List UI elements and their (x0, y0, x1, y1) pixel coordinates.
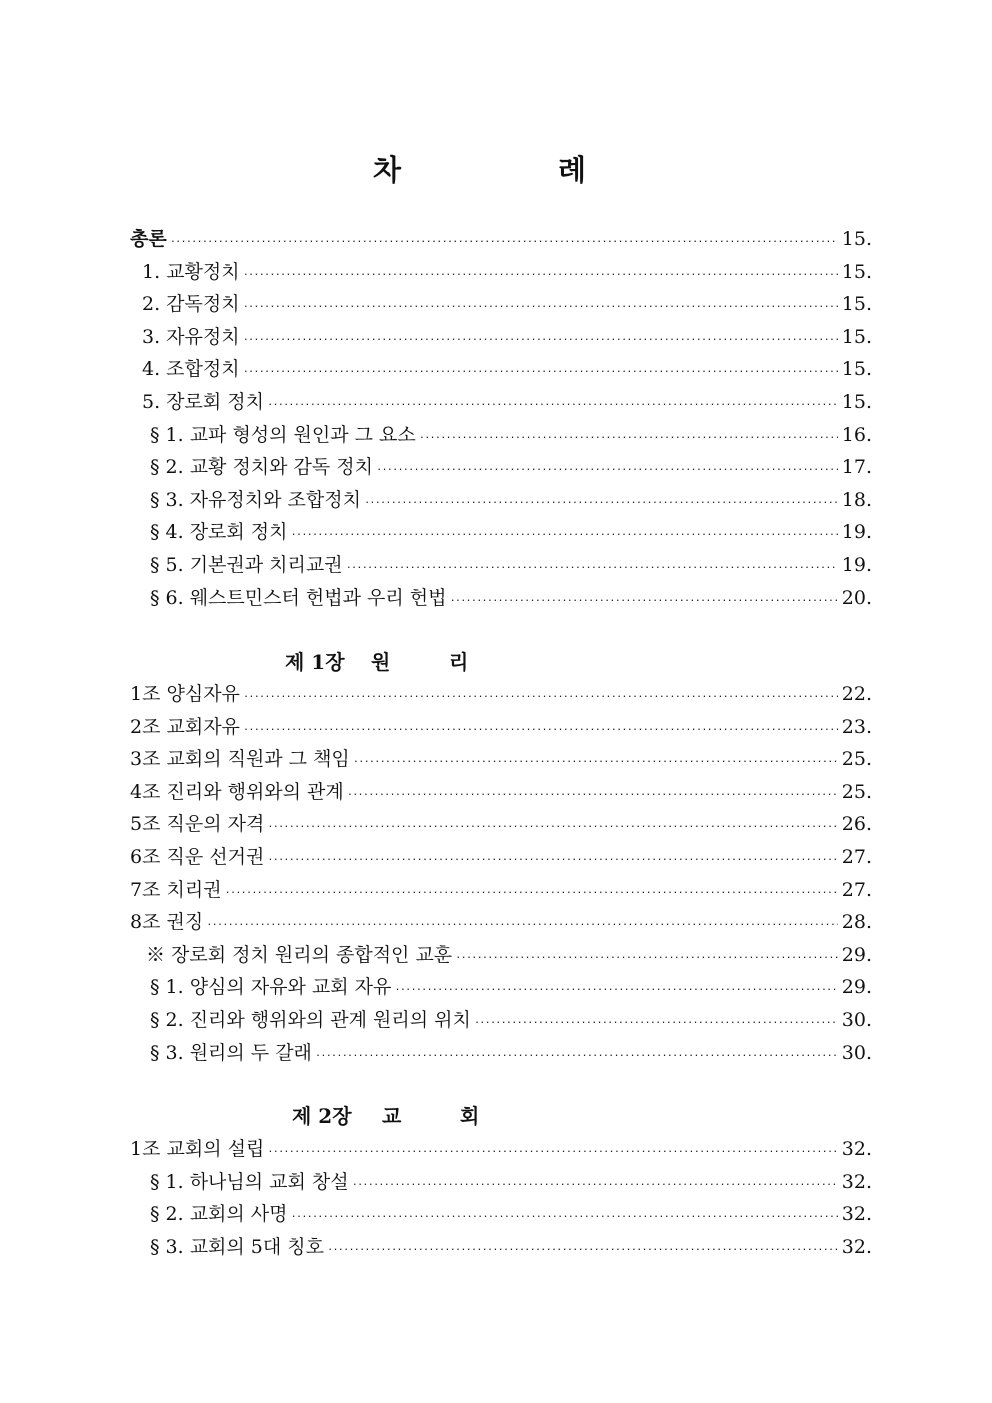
dot-leader (268, 388, 838, 421)
toc-entry-label: 1. 교황정치 (142, 260, 240, 283)
chapter-1-word-2: 리 (449, 650, 469, 674)
toc-title-left: 차 (373, 153, 402, 187)
toc-entry (130, 386, 872, 419)
toc-entry-label: 5. 장로회 정치 (142, 390, 264, 413)
dot-leader (244, 258, 838, 291)
chapter-1-heading (285, 647, 485, 677)
dot-leader (377, 453, 838, 486)
toc-entry-page-number: 29. (841, 976, 872, 999)
toc-entry-label: § 4. 장로회 정치 (150, 521, 288, 544)
chapter-2-word-2: 회 (460, 1104, 480, 1128)
toc-entry-page-number: 15. (841, 325, 872, 348)
toc-entry-page-number: 29. (841, 943, 872, 966)
toc-title-right: 례 (558, 153, 587, 187)
toc-entry-label: § 1. 양심의 자유와 교회 자유 (150, 976, 392, 999)
dot-leader (244, 290, 838, 323)
toc-entry-page-number: 16. (841, 423, 872, 446)
toc-entry (130, 971, 872, 1004)
dot-leader (347, 551, 838, 584)
toc-entry-label: 6조 직운 선거권 (130, 845, 265, 868)
toc-entry (130, 1198, 872, 1231)
toc-entry (130, 288, 872, 321)
toc-entry (130, 223, 872, 256)
dot-leader (450, 584, 837, 617)
toc-entry-label: § 5. 기본권과 치리교권 (150, 553, 343, 576)
toc-entry (130, 419, 872, 452)
dot-leader (226, 876, 838, 909)
toc-entry-page-number: 15. (841, 293, 872, 316)
toc-entry-label: § 2. 진리와 행위와의 관계 원리의 위치 (150, 1008, 471, 1031)
toc-entry-label: 1조 양심자유 (130, 683, 240, 705)
dot-leader (456, 941, 838, 974)
dot-leader (365, 486, 838, 519)
toc-entry-label: § 2. 교회의 사명 (150, 1203, 288, 1226)
toc-entry-page-number: 15. (841, 358, 872, 381)
toc-entry-page-number: 32. (841, 1235, 872, 1258)
toc-entry-page-number: 32. (841, 1138, 872, 1160)
toc-entry-label: § 3. 원리의 두 갈래 (150, 1041, 312, 1064)
toc-entry (130, 711, 872, 744)
dot-leader (292, 518, 838, 551)
toc-entry-label: § 1. 교파 형성의 원인과 그 요소 (150, 423, 416, 446)
toc-entry-label: § 3. 교회의 5대 칭호 (150, 1235, 324, 1258)
toc-entry (130, 1133, 872, 1166)
dot-leader (420, 421, 838, 454)
toc-entry-label: ※ 장로회 정치 원리의 종합적인 교훈 (146, 943, 453, 966)
toc-entry-page-number: 15. (841, 228, 872, 250)
toc-entry-page-number: 15. (841, 390, 872, 413)
toc-entry (130, 808, 872, 841)
dot-leader (348, 778, 838, 811)
toc-entry-page-number: 20. (841, 586, 872, 609)
toc-entry-page-number: 25. (841, 780, 872, 803)
toc-entry-label: § 6. 웨스트민스터 헌법과 우리 헌법 (150, 586, 447, 609)
toc-entry (130, 776, 872, 809)
chapter-1-word-1: 원 (371, 650, 391, 674)
toc-entry-label: 3. 자유정치 (142, 325, 240, 348)
toc-entry (130, 743, 872, 776)
toc-entry-label: § 1. 하나님의 교회 창설 (150, 1170, 349, 1193)
dot-leader (316, 1039, 838, 1072)
toc-entry-page-number: 26. (841, 813, 872, 836)
toc-entry-page-number: 30. (841, 1008, 872, 1031)
toc-entry (130, 321, 872, 354)
chapter-2-heading (292, 1101, 492, 1131)
toc-entry-label: 3조 교회의 직원과 그 책임 (130, 748, 350, 771)
dot-leader (171, 225, 838, 258)
toc-entry-label: 2조 교회자유 (130, 715, 240, 738)
dot-leader (268, 1135, 837, 1168)
toc-entry-label: § 2. 교황 정치와 감독 정치 (150, 456, 374, 479)
toc-entry (130, 841, 872, 874)
toc-entry (130, 1166, 872, 1199)
dot-leader (244, 680, 838, 713)
toc-entry (130, 516, 872, 549)
toc-entry-page-number: 27. (841, 878, 872, 901)
toc-entry (130, 451, 872, 484)
dot-leader (244, 713, 838, 746)
toc-entry-label: 7조 치리권 (130, 878, 222, 901)
toc-entry-label: 5조 직운의 자격 (130, 813, 265, 836)
dot-leader (395, 973, 837, 1006)
toc-title (0, 148, 992, 192)
toc-entry-label: 4. 조합정치 (142, 358, 240, 381)
toc-entry-label: § 3. 자유정치와 조합정치 (150, 488, 361, 511)
toc-entry-label: 총론 (130, 228, 167, 250)
dot-leader (244, 323, 838, 356)
toc-entry (130, 484, 872, 517)
toc-entry (130, 1037, 872, 1070)
toc-entry-page-number: 28. (841, 911, 872, 934)
toc-entry (130, 353, 872, 386)
chapter-1-number: 제 1장 (285, 650, 345, 674)
toc-general-section (130, 223, 872, 614)
chapter-2-word-1: 교 (382, 1104, 402, 1128)
toc-entry-label: 1조 교회의 설립 (130, 1138, 265, 1160)
toc-entry-label: 8조 권징 (130, 911, 204, 934)
dot-leader (292, 1200, 838, 1233)
toc-entry-page-number: 32. (841, 1203, 872, 1226)
dot-leader (207, 908, 838, 941)
toc-entry-label: 2. 감독정치 (142, 293, 240, 316)
dot-leader (328, 1233, 838, 1266)
toc-entry-page-number: 32. (841, 1170, 872, 1193)
toc-entry (130, 906, 872, 939)
dot-leader (244, 355, 838, 388)
toc-entry (130, 874, 872, 907)
toc-entry-page-number: 23. (841, 715, 872, 738)
toc-entry (130, 939, 872, 972)
toc-entry-page-number: 30. (841, 1041, 872, 1064)
chapter-2-number: 제 2장 (292, 1104, 352, 1128)
toc-entry (130, 1004, 872, 1037)
toc-entry-label: 4조 진리와 행위와의 관계 (130, 780, 344, 803)
dot-leader (268, 810, 837, 843)
toc-entry-page-number: 22. (841, 683, 872, 705)
toc-entry (130, 1231, 872, 1264)
toc-entry (130, 256, 872, 289)
toc-entry-page-number: 17. (841, 456, 872, 479)
toc-entry-page-number: 19. (841, 521, 872, 544)
toc-entry-page-number: 15. (841, 260, 872, 283)
toc-entry-page-number: 18. (841, 488, 872, 511)
toc-entry-page-number: 19. (841, 553, 872, 576)
dot-leader (354, 745, 838, 778)
toc-entry-page-number: 27. (841, 845, 872, 868)
toc-chapter-2-section (130, 1133, 872, 1263)
toc-entry (130, 582, 872, 615)
toc-entry (130, 549, 872, 582)
toc-chapter-1-section (130, 678, 872, 1069)
dot-leader (268, 843, 837, 876)
toc-entry-page-number: 25. (841, 748, 872, 771)
toc-entry (130, 678, 872, 711)
dot-leader (475, 1006, 838, 1039)
dot-leader (353, 1168, 838, 1201)
